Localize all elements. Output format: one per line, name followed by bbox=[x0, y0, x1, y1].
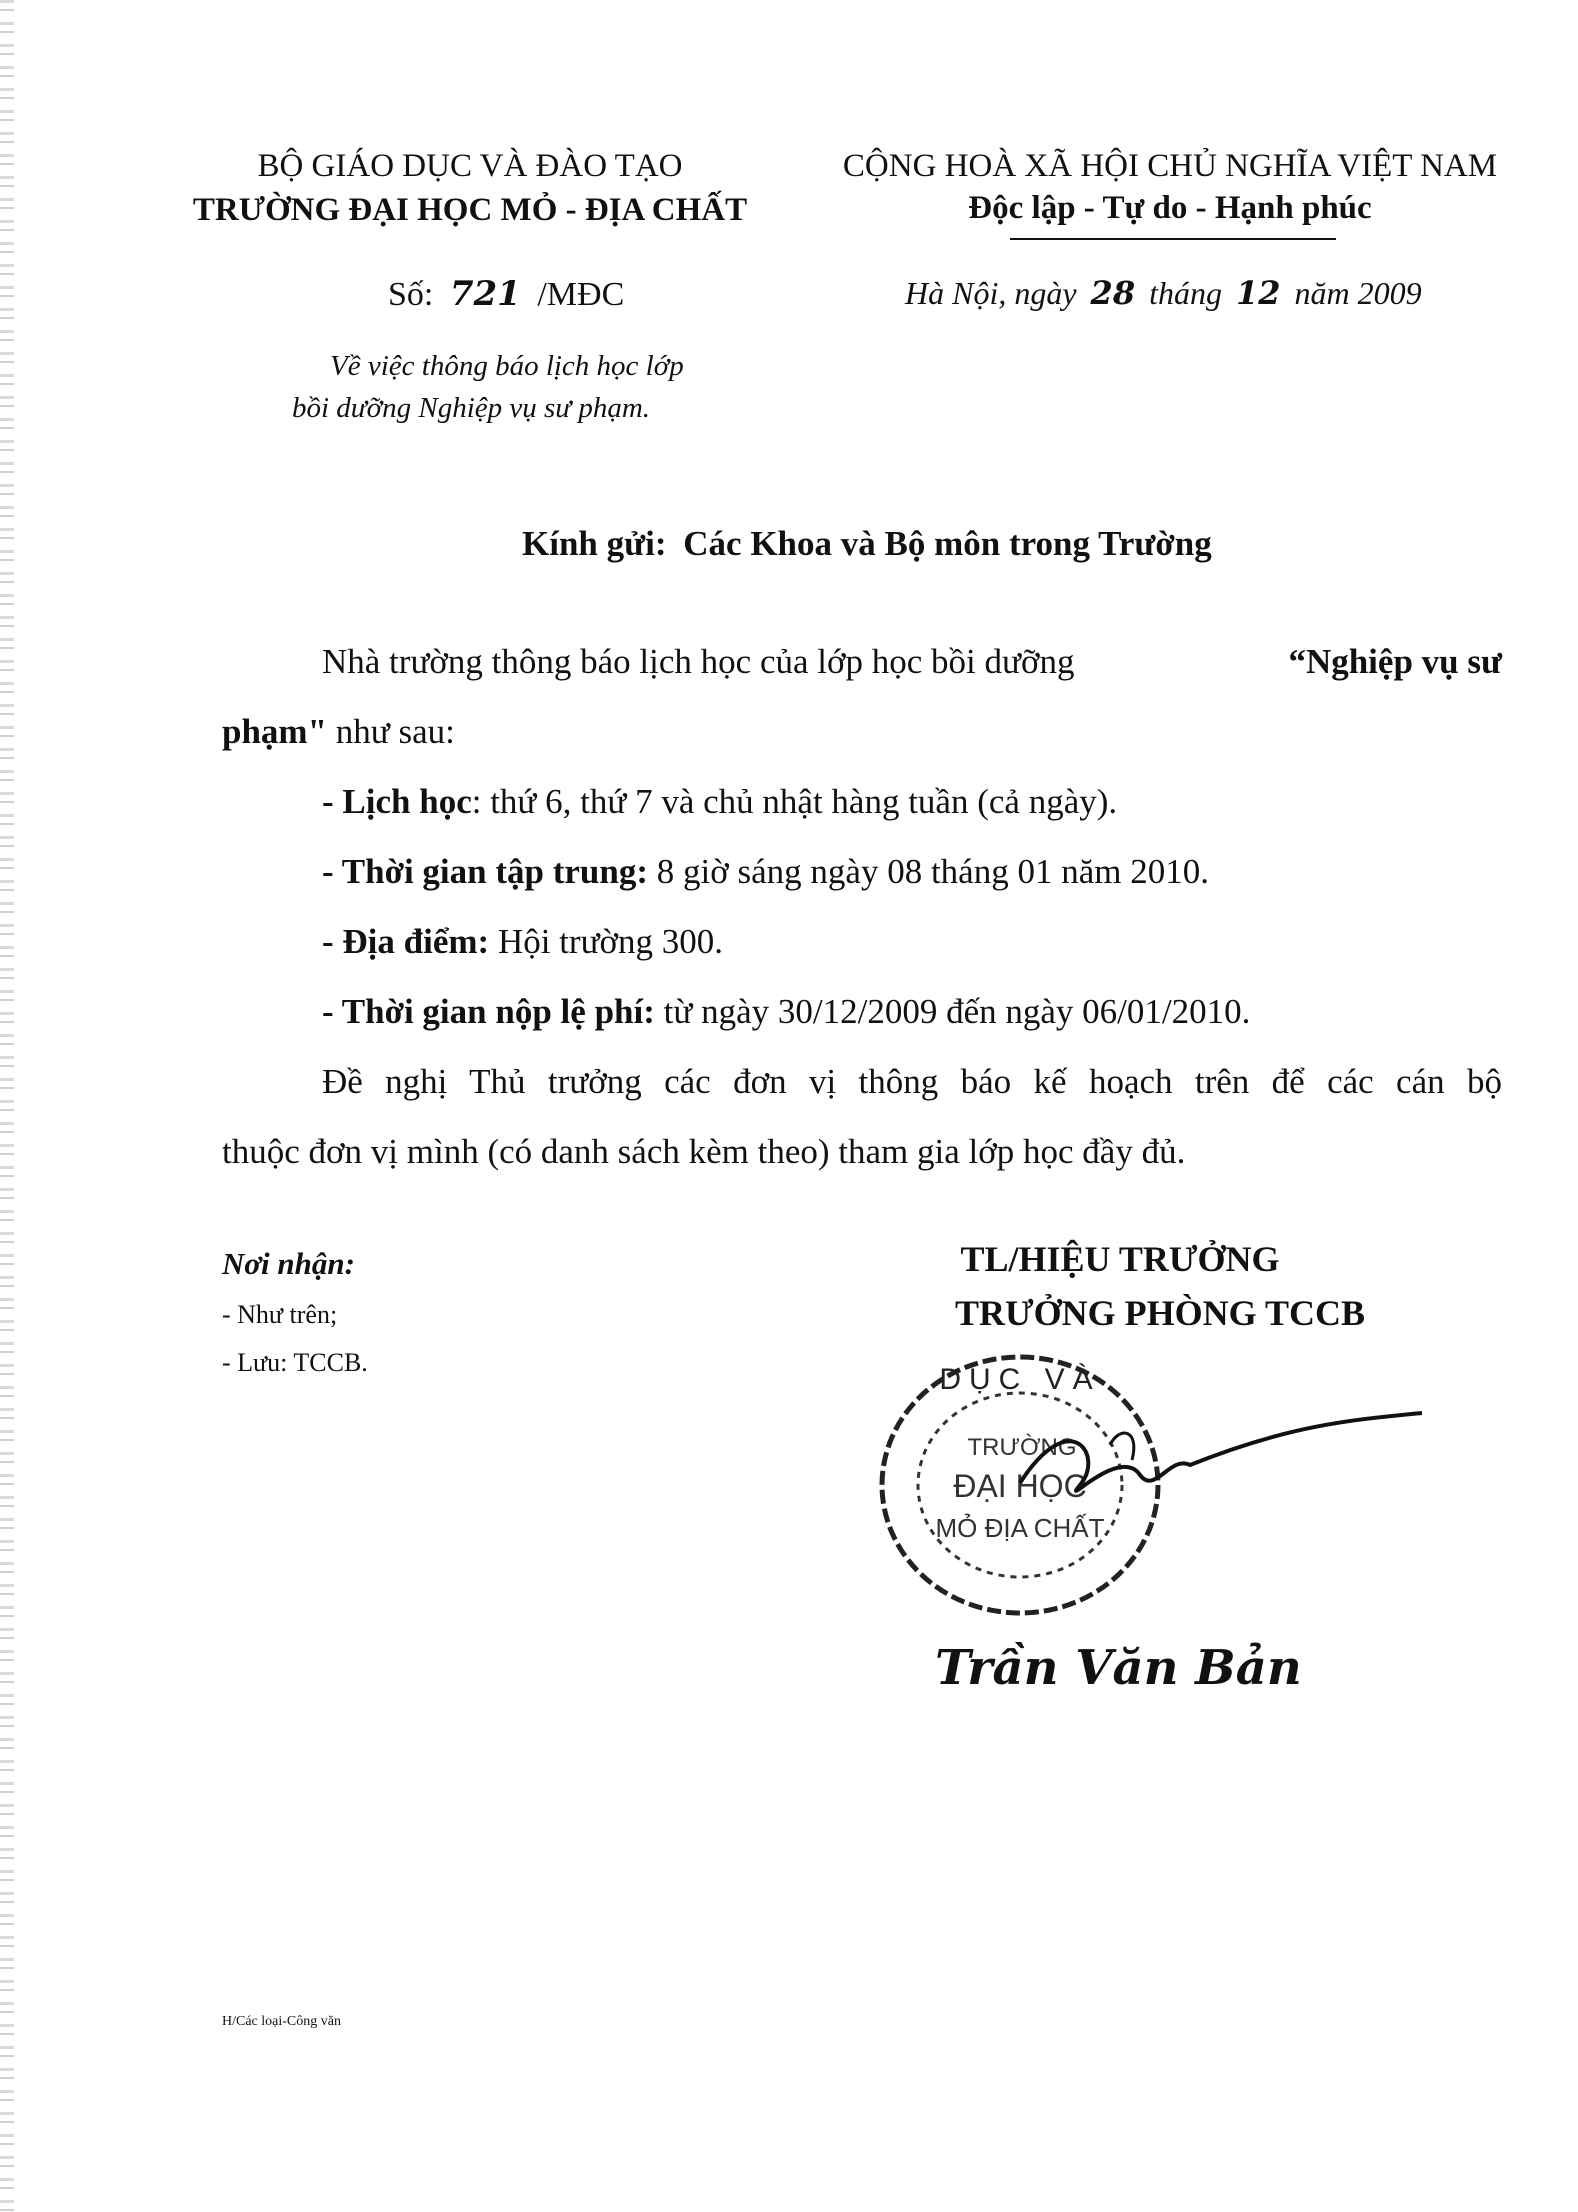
number-value: 721 bbox=[449, 274, 521, 314]
ministry-name: BỘ GIÁO DỤC VÀ ĐÀO TẠO bbox=[257, 148, 683, 184]
recipients-title: Nơi nhận: bbox=[222, 1246, 355, 1281]
intro-start: Nhà trường thông báo lịch học của lớp học bồi dưỡng bbox=[322, 642, 1075, 681]
school-name-text: TRƯỜNG ĐẠI HỌC MỎ - ĐỊA CHẤT bbox=[192, 192, 748, 228]
signer-name: Trần Văn Bản bbox=[935, 1640, 1302, 1696]
recipient-line bbox=[522, 524, 1212, 564]
scan-edge-artifact bbox=[0, 0, 14, 2212]
seal-text-mid-1: TRƯỜNG bbox=[967, 1434, 1077, 1461]
list-item-schedule bbox=[322, 782, 1117, 822]
item-label: - Thời gian tập trung: bbox=[322, 852, 649, 891]
footer-file-path: H/Các loại-Công văn bbox=[222, 2014, 341, 2029]
intro-end: như sau: bbox=[335, 712, 455, 751]
number-prefix: Số: bbox=[388, 276, 434, 313]
date-month: 12 bbox=[1235, 274, 1281, 312]
date-place: Hà Nội, ngày bbox=[905, 275, 1077, 311]
item-text: 8 giờ sáng ngày 08 tháng 01 năm 2010. bbox=[656, 852, 1209, 891]
date-month-label: tháng bbox=[1149, 275, 1222, 311]
seal-text-mid-2: ĐẠI HỌC bbox=[953, 1468, 1087, 1504]
school-name bbox=[180, 192, 760, 229]
closing-line-2: thuộc đơn vị mình (có danh sách kèm theo) tham gia lớp học đầy đủ. bbox=[222, 1132, 1186, 1171]
list-item-location bbox=[322, 922, 723, 962]
signature-role-1: TL/HIỆU TRƯỞNG bbox=[960, 1239, 1280, 1279]
recipients-item-2: - Lưu: TCCB. bbox=[222, 1348, 368, 1377]
item-label: - Lịch học bbox=[322, 782, 472, 821]
intro-bold-2: phạm" bbox=[222, 712, 328, 751]
seal-text-mid-3: MỎ ĐỊA CHẤT bbox=[935, 1513, 1105, 1543]
item-text: Hội trường 300. bbox=[497, 922, 724, 961]
item-text: : thứ 6, thứ 7 và chủ nhật hàng tuần (cả ngày). bbox=[471, 782, 1118, 821]
list-item-gathering-time bbox=[322, 852, 1209, 892]
recipient-value: Các Khoa và Bộ môn trong Trường bbox=[683, 524, 1212, 563]
intro-line-2 bbox=[222, 712, 455, 752]
item-label: - Địa điểm: bbox=[322, 922, 490, 961]
seal-text-top: DỤC VÀ bbox=[939, 1363, 1101, 1396]
list-item-fee-period bbox=[322, 992, 1250, 1032]
item-label: - Thời gian nộp lệ phí: bbox=[322, 992, 655, 1031]
number-suffix: /MĐC bbox=[537, 276, 625, 313]
national-motto: Độc lập - Tự do - Hạnh phúc bbox=[968, 190, 1372, 226]
date-year: năm 2009 bbox=[1294, 275, 1422, 311]
motto-underline bbox=[1010, 238, 1336, 240]
subject-line-1: Về việc thông báo lịch học lớp bbox=[330, 350, 684, 382]
date-day: 28 bbox=[1090, 274, 1136, 312]
intro-line-1 bbox=[322, 642, 1502, 682]
intro-bold-1: “Nghiệp vụ sư bbox=[1288, 642, 1502, 681]
official-seal bbox=[870, 1335, 1430, 1635]
item-text: từ ngày 30/12/2009 đến ngày 06/01/2010. bbox=[663, 992, 1251, 1031]
seal-and-signature-graphic bbox=[870, 1335, 1430, 1635]
signature-role-2: TRƯỞNG PHÒNG TCCB bbox=[954, 1293, 1366, 1333]
date-line bbox=[905, 274, 1422, 312]
closing-line-1: Đề nghị Thủ trưởng các đơn vị thông báo kế hoạch trên để các cán bộ bbox=[322, 1062, 1502, 1101]
subject-line-2: bồi dưỡng Nghiệp vụ sư phạm. bbox=[292, 392, 651, 424]
recipients-item-1: - Như trên; bbox=[222, 1300, 338, 1329]
country-name: CỘNG HOÀ XÃ HỘI CHỦ NGHĨA VIỆT NAM bbox=[842, 148, 1498, 184]
recipient-label: Kính gửi: bbox=[522, 524, 667, 563]
document-number bbox=[388, 274, 624, 314]
